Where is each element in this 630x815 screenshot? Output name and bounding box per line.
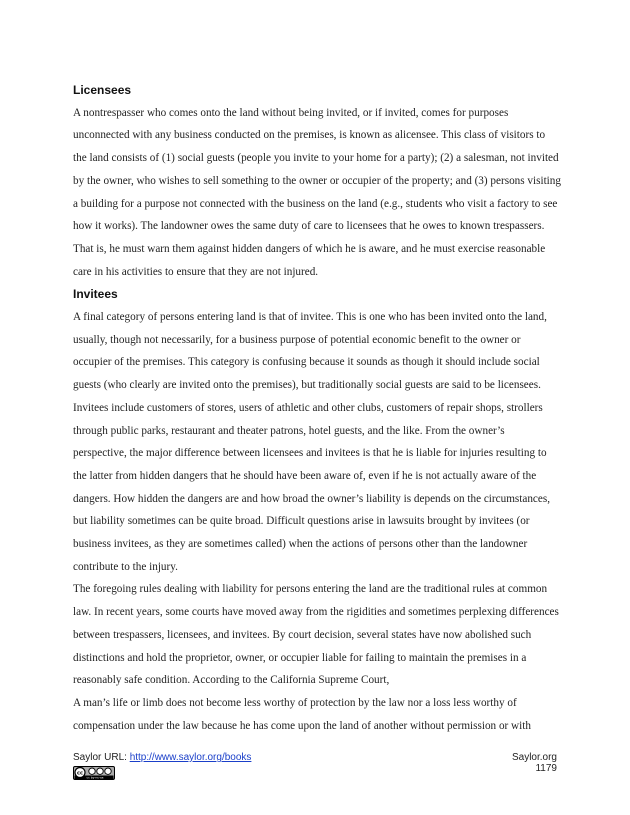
footer-source xyxy=(73,752,251,763)
source-label: Saylor URL: xyxy=(73,752,130,763)
publisher-name: Saylor.org xyxy=(511,752,557,763)
paragraph-foregoing-rules: The foregoing rules dealing with liability for persons entering the land are the traditional rules at common law. In recent years, some courts have moved away from the rigidities and sometimes perplexing differences between trespassers, licensees, and invitees. By court decision, several states have now abolished such distinctions and hold the proprietor, owner, or occupier liable for failing to maintain the premises in a reasonably safe condition. According to the California Supreme Court, xyxy=(73,583,559,687)
footer-publisher xyxy=(512,752,557,774)
page-number: 1179 xyxy=(535,763,557,774)
creative-commons-license-icon xyxy=(73,766,115,780)
document-body xyxy=(73,79,561,737)
source-link[interactable]: http://www.saylor.org/books xyxy=(129,752,252,763)
heading-licensees: Licensees xyxy=(73,83,132,97)
paragraph-invitees-definition: A final category of persons entering land is that of invitee. This is one who has been invited onto the land, usually, though not necessarily, for a business purpose of potential economic benefit to the owner or occupier of the premises. This category is confusing because it sounds as though it should include social guests (who clearly are invited onto the premises), but traditionally social guests are said to be licensees. Invitees include customers of stores, users of athletic and other clubs, customers of repair shops, strollers through public parks, restaurant and theater patrons, hotel guests, and the like. From the owner’s perspective, the major difference between licensees and invitees is that he is liable for injuries resulting to the latter from hidden dangers that he should have been aware of, even if he is not actually aware of the dangers. How hidden the dangers are and how broad the owner’s liability is depends on the circumstances, but liability sometimes can be quite broad. Difficult questions arise in lawsuits brought by invitees (or business invitees, as they are sometimes called) when the actions of persons other than the landowner contribute to the injury. xyxy=(73,311,550,573)
page-footer xyxy=(73,752,557,782)
paragraph-quotation: A man’s life or limb does not become less worthy of protection by the law nor a loss less worthy of compensation under the law because he has come upon the land of another without permission or with xyxy=(73,696,531,732)
paragraph-licensees: A nontrespasser who comes onto the land without being invited, or if invited, comes for purposes unconnected with any business conducted on the premises, is known as alicensee. This class of visitors to the land consists of (1) social guests (people you invite to your home for a party); (2) a salesman, not invited by the owner, who wishes to sell something to the owner or occupier of the property; and (3) persons visiting a building for a purpose not connected with the business on the land (e.g., students who visit a factory to see how it works). The landowner owes the same duty of care to licensees that he owes to known trespassers. That is, he must warn them against hidden dangers of which he is aware, and he must exercise reasonable care in his activities to ensure that they are not injured. xyxy=(73,106,561,278)
svg-text:cc by-nc-sa: cc by-nc-sa xyxy=(86,775,104,780)
svg-text:cc: cc xyxy=(77,770,83,777)
heading-invitees: Invitees xyxy=(73,287,118,302)
